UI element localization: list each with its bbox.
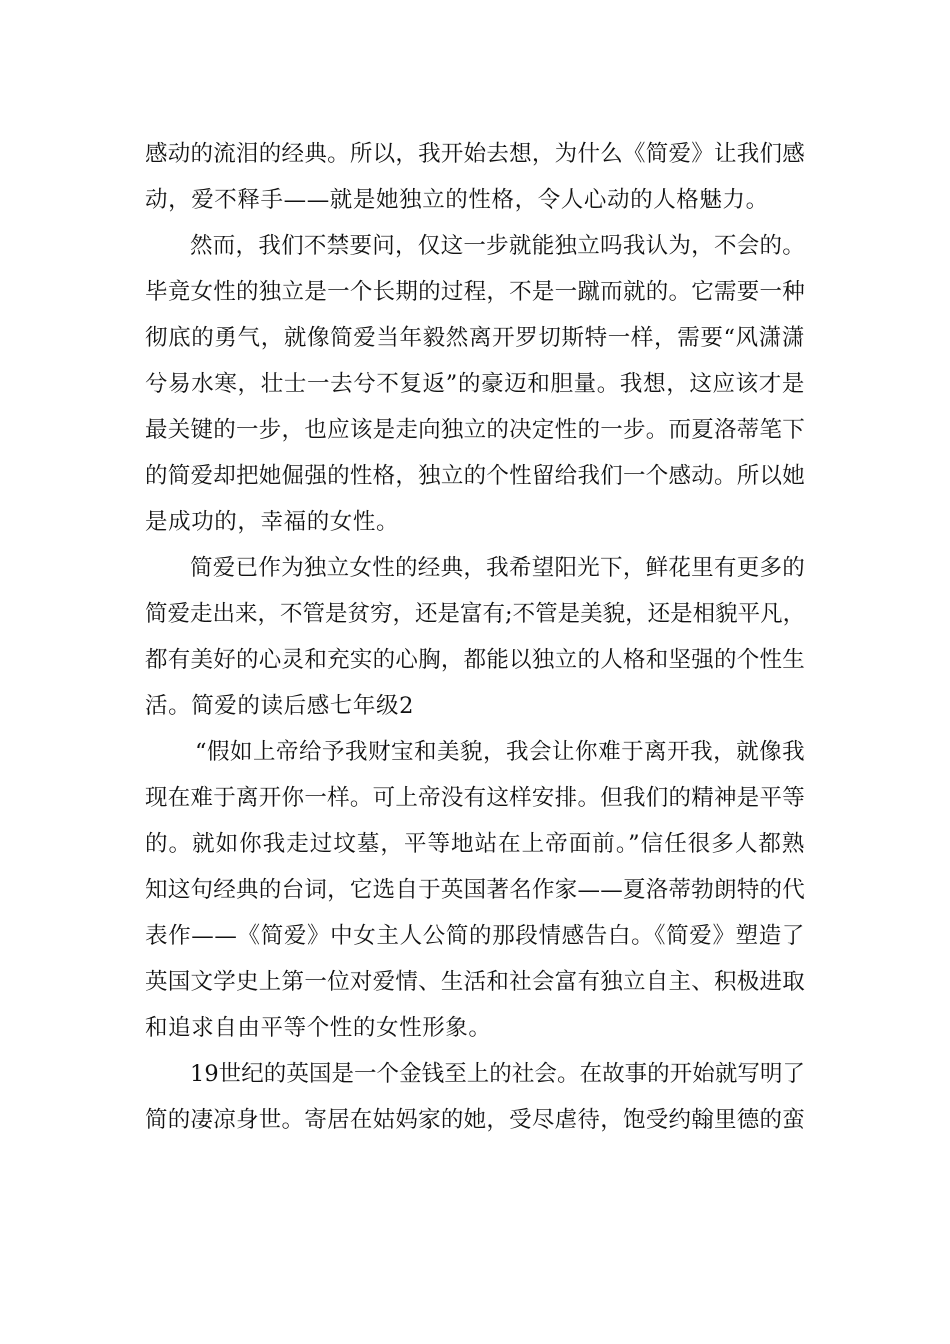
text-line: 简的凄凉身世。寄居在姑妈家的她，受尽虐待，饱受约翰里德的蛮 [145, 1107, 805, 1133]
text-line: 19世纪的英国是一个金钱至上的社会。在故事的开始就写明了 [190, 1061, 805, 1087]
paragraph [145, 1051, 805, 1143]
text-line: 现在难于离开你一样。可上帝没有这样安排。但我们的精神是平等 [145, 785, 805, 811]
paragraph [145, 545, 805, 729]
text-line: 毕竟女性的独立是一个长期的过程，不是一蹴而就的。它需要一种 [145, 279, 805, 305]
text-line: “假如上帝给予我财宝和美貌，我会让你难于离开我，就像我 [195, 739, 805, 765]
text-line: 知这句经典的台词，它选自于英国著名作家——夏洛蒂勃朗特的代 [145, 877, 805, 903]
document-body [145, 131, 805, 1143]
text-line: 是成功的，幸福的女性。 [145, 509, 400, 535]
text-line: 简爱已作为独立女性的经典，我希望阳光下，鲜花里有更多的 [190, 555, 805, 581]
text-line: 彻底的勇气，就像简爱当年毅然离开罗切斯特一样，需要“风潇潇 [145, 325, 805, 351]
text-line: 然而，我们不禁要问，仅这一步就能独立吗我认为，不会的。 [190, 233, 805, 259]
text-line: 和追求自由平等个性的女性形象。 [145, 1015, 492, 1041]
text-line: 的简爱却把她倔强的性格，独立的个性留给我们一个感动。所以她 [145, 463, 805, 489]
text-line: 兮易水寒，壮士一去兮不复返”的豪迈和胆量。我想，这应该才是 [145, 371, 805, 397]
paragraph [145, 223, 805, 545]
text-line: 简爱走出来，不管是贫穷，还是富有;不管是美貌，还是相貌平凡， [145, 601, 806, 627]
text-line: 最关键的一步，也应该是走向独立的决定性的一步。而夏洛蒂笔下 [145, 417, 805, 443]
text-line: 感动的流泪的经典。所以，我开始去想，为什么《简爱》让我们感 [145, 141, 805, 167]
paragraph [145, 131, 805, 223]
text-line: 活。简爱的读后感七年级2 [145, 693, 415, 719]
text-line: 都有美好的心灵和充实的心胸，都能以独立的人格和坚强的个性生 [145, 647, 805, 673]
text-line: 动，爱不释手——就是她独立的性格，令人心动的人格魅力。 [145, 187, 769, 213]
text-line: 英国文学史上第一位对爱情、生活和社会富有独立自主、积极进取 [145, 969, 805, 995]
text-line: 表作——《简爱》中女主人公简的那段情感告白。《简爱》塑造了 [145, 923, 805, 949]
paragraph [145, 729, 805, 1051]
text-line: 的。就如你我走过坟墓，平等地站在上帝面前。”信任很多人都熟 [145, 831, 805, 857]
